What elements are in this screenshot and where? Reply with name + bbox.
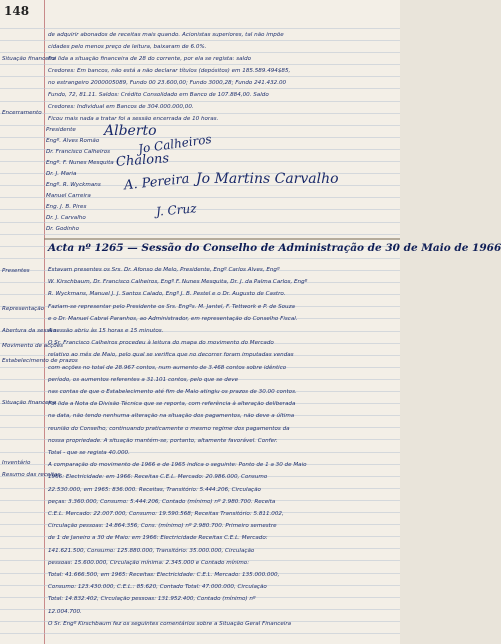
- text-line: Total - que se regista 40.000.: [48, 450, 130, 456]
- ruled-line: [0, 52, 400, 53]
- text-line: cidades pelo menos preço de leitura, baixaram de 6.0%.: [48, 44, 207, 50]
- text-line: Consumo: 123.430.000, C.E.L.: 85.620, Contado Total: 47.000.000, Circulação: [48, 584, 267, 591]
- text-line: 1966: Electricidade: em 1966: Receitas C.E.L. Mercado: 20.986.000, Consumo: [48, 474, 268, 481]
- margin-label-encerramento: Encerramento: [2, 110, 42, 116]
- margin-label-resumo: Resumo das receitas: [2, 472, 61, 478]
- member-name: Dr. J. Carvalho: [46, 215, 86, 221]
- member-name: Manuel Carreira: [46, 193, 91, 199]
- margin-label-inventario: Inventário: [2, 460, 31, 466]
- text-line: reunião do Conselho, continuando praticamente o mesmo regime dos pagamentos da: [48, 425, 290, 432]
- ruled-line: [0, 64, 400, 65]
- signature: J. Cruz: [155, 201, 198, 219]
- ruled-line: [0, 88, 400, 89]
- signature: A. Pereira: [123, 171, 191, 194]
- text-line: com acções no total de 28.967 contos, num aumento de 3.468 contos sobre idêntico: [48, 364, 287, 371]
- signature: Jo Martins Carvalho: [196, 171, 339, 187]
- ruled-line: [0, 40, 400, 41]
- text-line: 12.004.700.: [48, 608, 82, 615]
- text-line: Ficou mais nada a tratar foi a sessão encerrada de 10 horas.: [48, 116, 219, 122]
- text-line: A comparação do movimento de 1966 e de 1965 indica o seguinte: Ponto de 1 a 30 de Maio: [48, 462, 307, 469]
- text-line: 141.621.500, Consumo: 125.880.000, Transitório: 35.000.000, Circulação: [48, 547, 255, 554]
- text-line: peças: 3.360.000, Consumo: 5.444.206, Contado (mínimo) nº 2.980.700. Receita: [48, 498, 276, 505]
- member-name: Eng. J. B. Pires: [46, 204, 87, 210]
- text-line: de adquirir abonados de receitas mais quando. Acionistas superiores, tal não impõe: [48, 32, 284, 38]
- member-name: Dr. J. Maria: [46, 171, 77, 177]
- ruled-line: [0, 28, 400, 29]
- text-line: R. Wyckmans, Manuel J. J. Santos Calado, Engº J. B. Pestel e o Dr. Augusto de Castro.: [48, 291, 286, 298]
- text-line: Estavam presentes os Srs. Dr. Afonso de Melo, Presidente, Engº Carlos Alves, Engº: [48, 267, 280, 273]
- ruled-line: [0, 633, 400, 634]
- text-line: C.E.L. Mercado: 22.007.000, Consumo: 19.590.568; Receitas Transitório: 5.811.002,: [48, 511, 284, 517]
- text-line: Foi lida a situação financeira de 28 do corrente, por ela se regista: saldo: [48, 56, 252, 62]
- text-line: Faziam-se representar pelo Presidente os Srs. Engºs. M. Jantel, F. Tettwork e P. de Souza: [48, 303, 295, 310]
- signature: Jo Calheiros: [137, 131, 213, 157]
- member-name: Engº. Alves Romão: [46, 138, 100, 144]
- margin-label-situacao: Situação financeira: [2, 56, 56, 62]
- signature: Alberto: [104, 123, 157, 139]
- text-line: O Sr. Francisco Calheiros procedeu à leitura do mapa do movimento do Mercado: [48, 340, 274, 347]
- member-name: Engº. R. Wyckmans: [46, 182, 101, 188]
- ruled-line: [0, 101, 400, 102]
- margin-label-presentes: Presentes: [2, 268, 30, 274]
- text-line: nossa propriedade. A situação mantém-se, portanto, altamente favorável. Confer.: [48, 437, 278, 444]
- text-line: Total: 14.832.402, Circulação pessoas: 131.952.400, Contado (mínimo) nº: [48, 596, 256, 603]
- text-line: na data, não tendo nenhuma alteração na situação dos pagamentos, não deve a última: [48, 413, 295, 420]
- margin-label-abertura: Abertura da sessão: [2, 328, 57, 334]
- text-line: Circulação pessoas: 14.864.356, Cons. (mínimo) nº 2.980.700. Primeiro semestre: [48, 523, 277, 530]
- text-line: nas contas de que o Estabelecimento até fim de Maio atingiu os prazos de 30.00 contos.: [48, 389, 297, 395]
- section-separator: [44, 238, 400, 240]
- text-line: relativo ao mês de Maio, pelo qual se verifica que no decorrer foram imputadas vendas: [48, 352, 294, 359]
- text-line: período, os aumentos referentes a 31.101 contos, pelo que se deve: [48, 376, 239, 383]
- text-line: A sessão abriu às 15 horas e 15 minutos.: [48, 328, 164, 334]
- text-line: no estrangeiro 2000005089, Fundo 00 23.600,00; Fundo 3000,28; Fundo 241.432.00: [48, 80, 287, 86]
- text-line: W. Kirschbaum, Dr. Francisco Calheiros, Engº F. Nunes Mesquita, Dr. J. da Palma Carlos, Engº: [48, 279, 308, 286]
- member-name: Presidente: [46, 127, 76, 133]
- margin-label-representacao: Representação: [2, 306, 45, 312]
- text-line: Credores: Individual em Bancos de 304.000.000,00.: [48, 104, 194, 110]
- text-line: e o Dr. Manuel Cabral Paranhos, ao Administrador, em representação do Conselho Fiscal.: [48, 315, 298, 322]
- text-line: de 1 de Janeiro a 30 de Maio: em 1966: Electricidade Receitas C.E.L. Mercado:: [48, 535, 268, 542]
- text-line: Total: 41.666.500, em 1965: Receitas: Electricidade: C.E.L. Mercado: 135.000.000,: [48, 572, 280, 578]
- text-line: Fundo, 72, 81.11. Saldos: Crédito Consolidado em Banco de 107.884,00. Saldo: [48, 92, 269, 98]
- text-line: Credores: Em bancos, não está a não declarar títulos (depósitos) em 185.589.494$85,: [48, 68, 291, 74]
- margin-label-situacao-financeira: Situação financeira: [2, 400, 56, 406]
- signature: Chalons: [115, 151, 170, 170]
- margin-label-movimento: Movimento de acções: [2, 343, 64, 349]
- margin-label-estabelecimento: Estabelecimento de prazos: [2, 358, 78, 364]
- page-number: 148: [4, 4, 30, 18]
- text-line: 22.530.000, em 1965: 836.000. Receitas, Transitório: 5.444.206, Circulação: [48, 486, 261, 493]
- signature-block: [46, 123, 346, 235]
- member-name: Dr. Godinho: [46, 226, 80, 232]
- act-title: Acta nº 1265 — Sessão do Conselho de Administração de 30 de Maio de 1966: [48, 242, 501, 254]
- member-name: Engº. F. Nunes Mesquita: [46, 160, 114, 166]
- text-line: pessoas: 15.600.000, Circulação mínima: 2.345.000 e Contado mínimo:: [48, 559, 250, 566]
- ruled-line: [0, 113, 400, 114]
- text-line: O Sr. Engº Kirschbaum fez os seguintes comentários sobre a Situação Geral Financeira: [48, 620, 292, 627]
- member-name: Dr. Francisco Calheiros: [46, 149, 111, 155]
- text-line: Foi lida a Nota da Divisão Técnica que se reporta, com referência à alteração deliberada: [48, 401, 296, 408]
- ruled-line: [0, 76, 400, 77]
- ruled-line: [0, 258, 400, 259]
